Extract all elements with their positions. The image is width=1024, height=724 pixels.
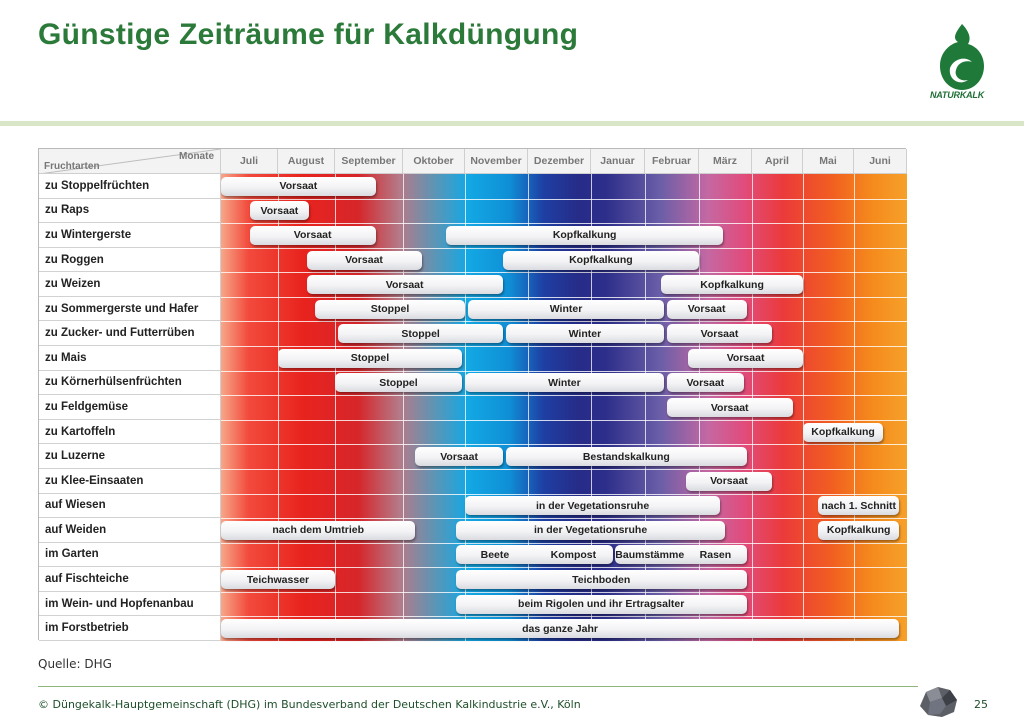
logo-text: NATURKALK (930, 90, 985, 100)
period-bar-segment: Baumstämme (615, 548, 685, 561)
month-header-2: September (335, 149, 403, 174)
footer-copyright: © Düngekalk-Hauptgemeinschaft (DHG) im Bundesverband der Deutschen Kalkindustrie e.V., Köln (38, 698, 581, 711)
period-bar: beim Rigolen und ihr Ertragsalter (456, 595, 747, 614)
crop-label: zu Stoppelfrüchten (39, 174, 221, 199)
crop-label: zu Raps (39, 199, 221, 224)
period-bar: nach 1. Schnitt (818, 496, 899, 515)
period-bar: Stoppel (278, 349, 462, 368)
row-gridline (221, 321, 907, 322)
footer-divider (38, 686, 918, 687)
period-bar: Stoppel (335, 373, 462, 392)
row-gridline (221, 518, 907, 519)
crop-label: auf Fischteiche (39, 567, 221, 592)
crop-label: zu Zucker- und Futterrüben (39, 321, 221, 346)
crop-label: im Wein- und Hopfenanbau (39, 592, 221, 617)
period-bar: Vorsaat (221, 177, 376, 196)
period-bar: Vorsaat (667, 300, 747, 319)
row-gridline (221, 272, 907, 273)
month-header-11: Juni (854, 149, 907, 174)
header-fruchtarten-label: Fruchtarten (44, 161, 100, 172)
period-bar: Vorsaat (415, 447, 502, 466)
period-bar: Winter (465, 373, 664, 392)
crop-label: zu Weizen (39, 272, 221, 297)
period-bar: Vorsaat (688, 349, 803, 368)
period-bar: Kopfkalkung (661, 275, 803, 294)
period-bar: in der Vegetationsruhe (456, 521, 726, 540)
header-corner-cell (39, 149, 221, 174)
row-gridline (221, 444, 907, 445)
period-bar: Kopfkalkung (818, 521, 899, 540)
row-gridline (221, 494, 907, 495)
crop-label: zu Mais (39, 346, 221, 371)
page-number: 25 (974, 698, 988, 711)
crop-label: im Garten (39, 543, 221, 568)
period-bar-segment: Rasen (699, 548, 732, 561)
month-header-row (221, 149, 907, 174)
period-bar: Vorsaat (667, 398, 793, 417)
period-bar: das ganze Jahr (221, 619, 899, 638)
period-bar (615, 545, 746, 564)
row-gridline (221, 543, 907, 544)
period-bar (456, 545, 613, 564)
row-gridline (221, 223, 907, 224)
period-bar: Vorsaat (686, 472, 773, 491)
period-bar: Teichboden (456, 570, 747, 589)
month-header-9: April (752, 149, 803, 174)
period-bar: Vorsaat (307, 251, 422, 270)
month-header-4: November (465, 149, 528, 174)
period-bar: Vorsaat (307, 275, 503, 294)
crop-label: zu Feldgemüse (39, 395, 221, 420)
crop-label: zu Roggen (39, 248, 221, 273)
period-bar: Winter (468, 300, 664, 319)
liming-schedule-chart (38, 148, 906, 640)
month-gridline (403, 174, 404, 641)
month-header-0: Juli (221, 149, 278, 174)
month-header-3: Oktober (403, 149, 465, 174)
period-bar: Kopfkalkung (446, 226, 722, 245)
crop-label: zu Wintergerste (39, 223, 221, 248)
crop-label: zu Kartoffeln (39, 420, 221, 445)
header-monate-label: Monate (179, 151, 214, 162)
row-gridline (221, 616, 907, 617)
month-header-5: Dezember (528, 149, 591, 174)
month-gridline (854, 174, 855, 641)
crop-label: auf Wiesen (39, 494, 221, 519)
row-gridline (221, 346, 907, 347)
crop-label: zu Klee-Einsaaten (39, 469, 221, 494)
period-bar: Bestandskalkung (506, 447, 747, 466)
month-header-6: Januar (591, 149, 645, 174)
row-gridline (221, 567, 907, 568)
row-gridline (221, 199, 907, 200)
crop-label: im Forstbetrieb (39, 616, 221, 641)
crop-label: zu Sommergerste und Hafer (39, 297, 221, 322)
crop-label: auf Weiden (39, 518, 221, 543)
period-bar: Kopfkalkung (803, 423, 883, 442)
period-bar: in der Vegetationsruhe (465, 496, 720, 515)
month-gridline (803, 174, 804, 641)
period-bar: Vorsaat (250, 201, 310, 220)
month-header-8: März (699, 149, 752, 174)
lime-stone-icon (916, 684, 960, 720)
period-bar: Teichwasser (221, 570, 335, 589)
row-gridline (221, 297, 907, 298)
month-header-10: Mai (803, 149, 854, 174)
row-gridline (221, 420, 907, 421)
row-gridline (221, 395, 907, 396)
month-header-1: August (278, 149, 335, 174)
period-bar: Winter (506, 324, 664, 343)
period-bar: Vorsaat (667, 324, 773, 343)
period-bar: nach dem Umtrieb (221, 521, 415, 540)
crop-label-column (39, 174, 221, 641)
crop-label: zu Körnerhülsenfrüchten (39, 371, 221, 396)
row-gridline (221, 469, 907, 470)
period-bar: Kopfkalkung (503, 251, 699, 270)
row-gridline (221, 371, 907, 372)
period-bar-segment: Beete (480, 548, 510, 561)
period-bar-segment: Kompost (550, 548, 597, 561)
source-note: Quelle: DHG (38, 657, 112, 671)
page-title: Günstige Zeiträume für Kalkdüngung (38, 18, 579, 51)
period-bar: Stoppel (315, 300, 465, 319)
period-bar: Stoppel (338, 324, 502, 343)
month-header-7: Februar (645, 149, 699, 174)
period-bar: Vorsaat (667, 373, 744, 392)
header-divider (0, 121, 1024, 126)
row-gridline (221, 592, 907, 593)
crop-label: zu Luzerne (39, 444, 221, 469)
row-gridline (221, 248, 907, 249)
period-bar: Vorsaat (250, 226, 376, 245)
